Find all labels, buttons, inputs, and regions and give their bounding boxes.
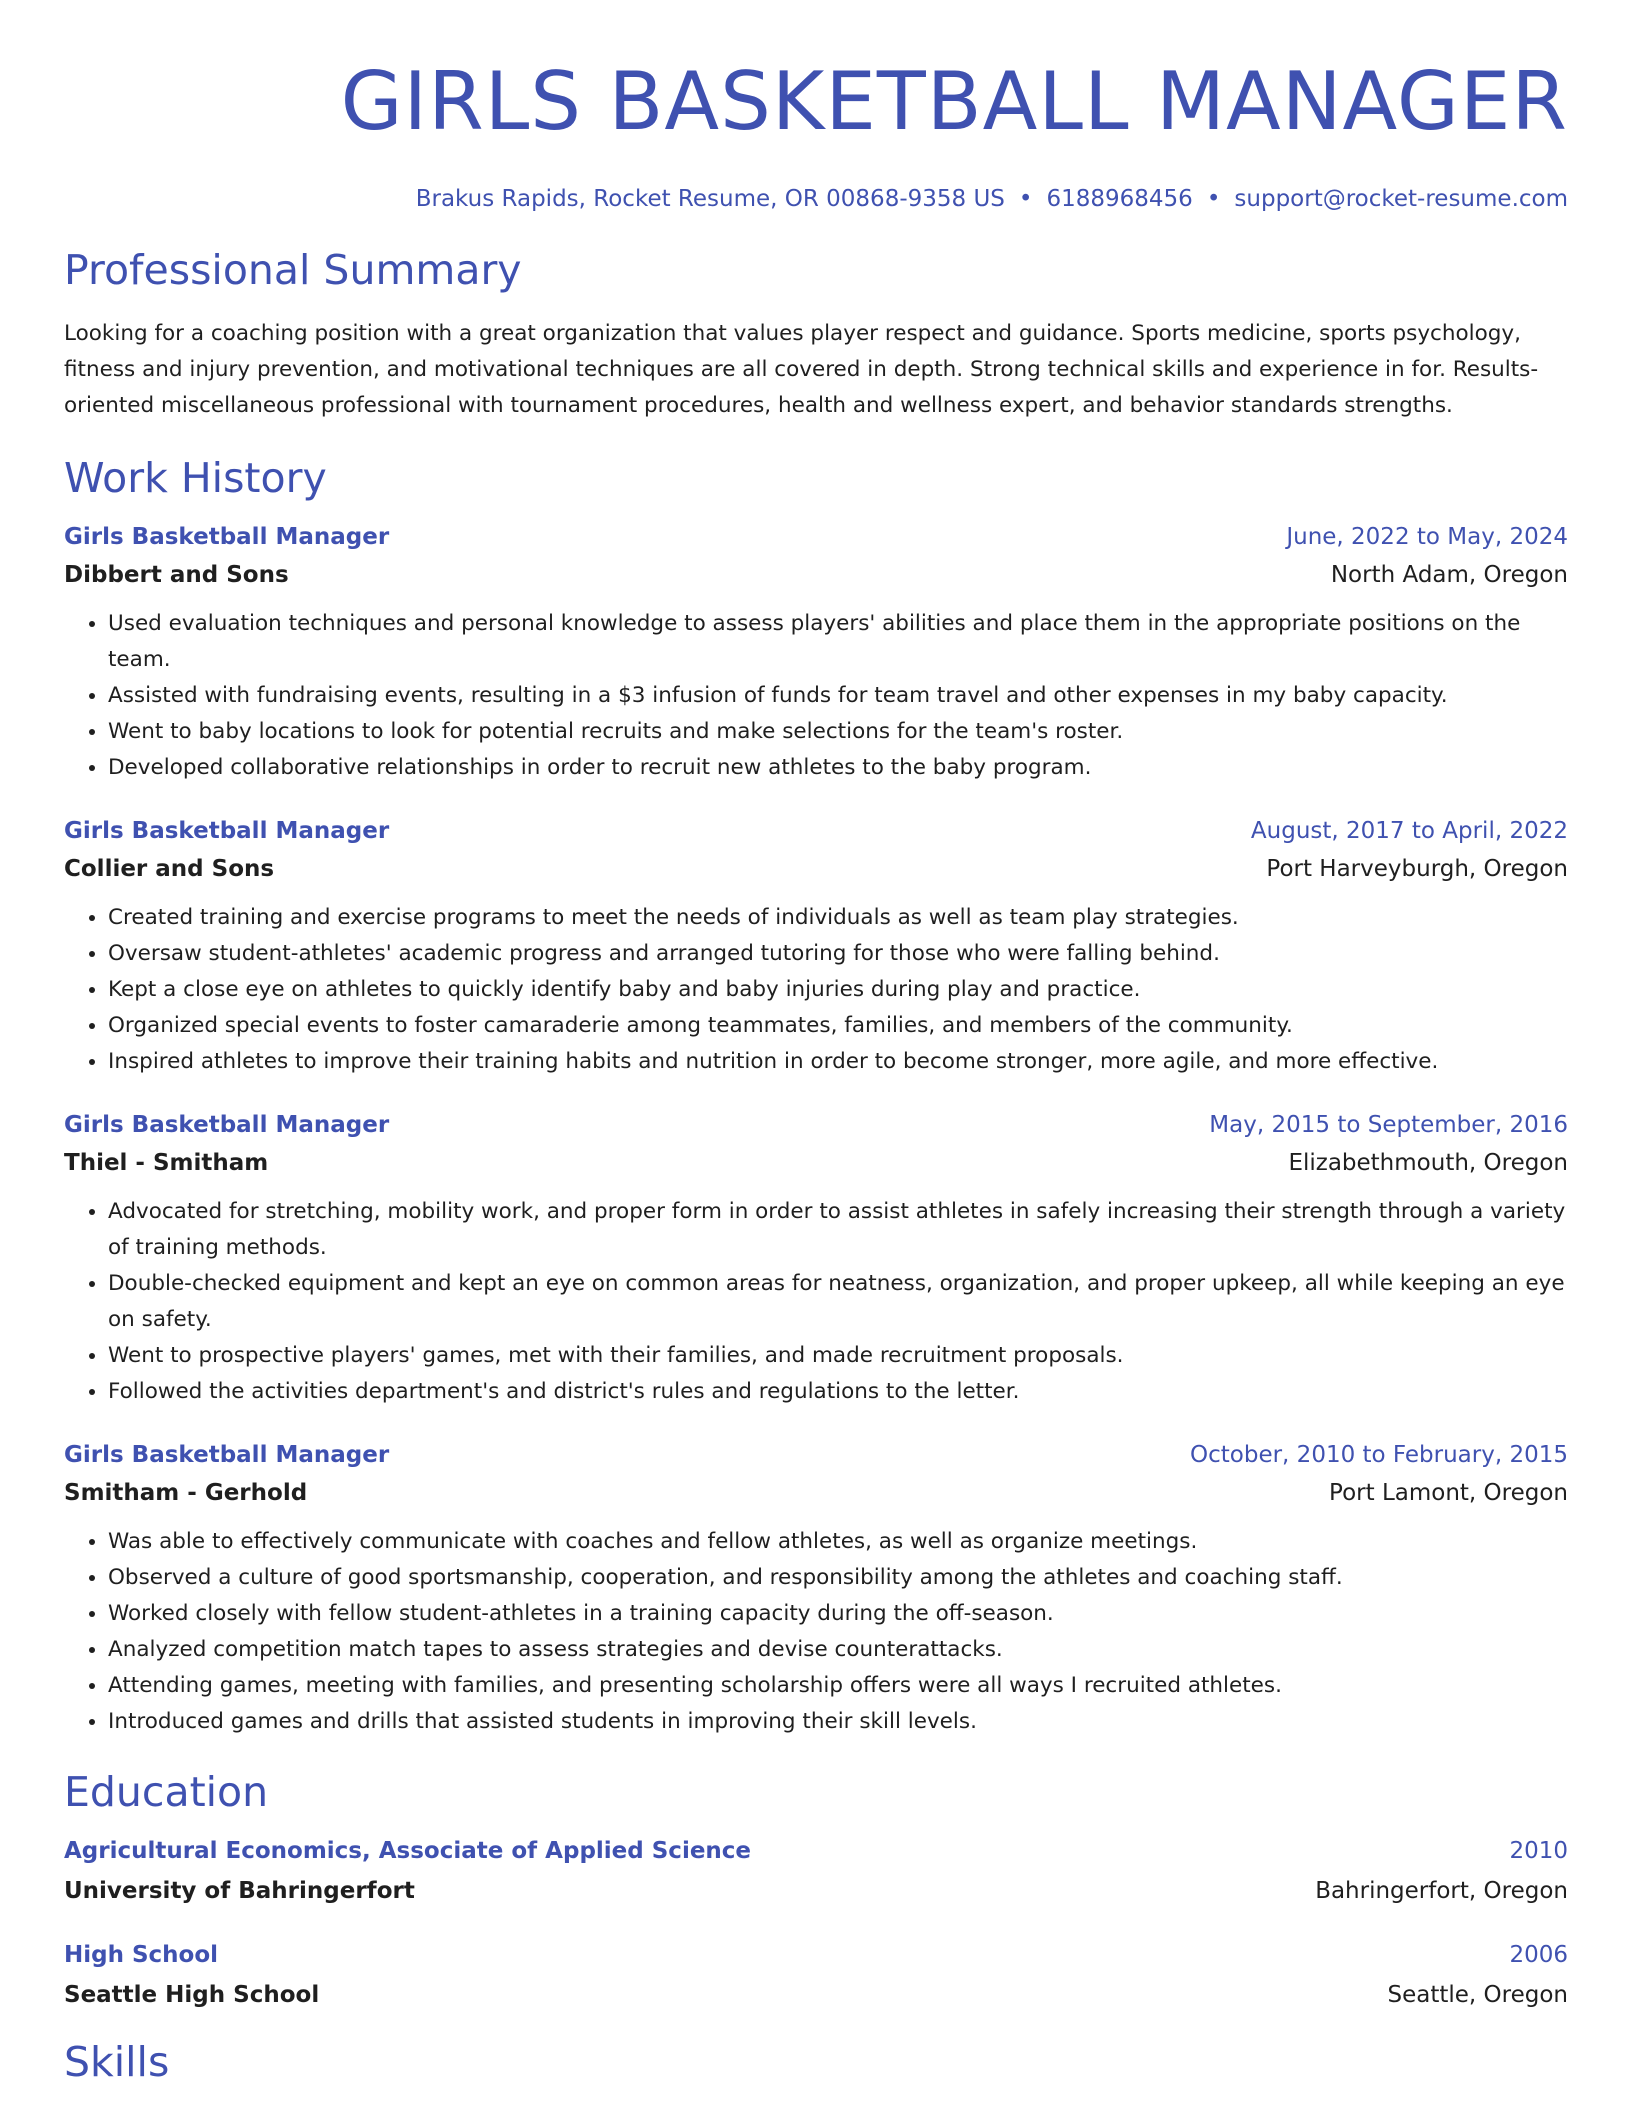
resume-header [64,0,1568,214]
education-entry [64,1836,1568,1906]
job-bullet: • Advocated for stretching, mobility work, and proper form in order to assist athletes in safely increasing their strength through a variety of training methods. [108,1194,1568,1266]
job-bullet: • Attending games, meeting with families, and presenting scholarship offers were all ways I recruited athletes. [108,1668,1568,1704]
job-bullet: • Oversaw student-athletes' academic progress and arranged tutoring for those who were falling behind. [108,936,1568,972]
job-title: Girls Basketball Manager [64,524,390,550]
education-list [64,1836,1568,2010]
contact-phone: 6188968456 [1046,186,1193,212]
job-bullet: • Went to baby locations to look for potential recruits and make selections for the team's roster. [108,714,1568,750]
job-bullets [64,1194,1568,1410]
contact-separator: • [1206,186,1221,212]
job-bullet: • Worked closely with fellow student-athletes in a training capacity during the off-season. [108,1596,1568,1632]
job-bullet: • Assisted with fundraising events, resulting in a $3 infusion of funds for team travel and other expenses in my baby capacity. [108,678,1568,714]
job-bullet: • Used evaluation techniques and personal knowledge to assess players' abilities and place them in the appropriate positions on the team. [108,606,1568,678]
job-bullet: • Inspired athletes to improve their training habits and nutrition in order to become stronger, more agile, and more effective. [108,1044,1568,1080]
job-bullet: • Went to prospective players' games, met with their families, and made recruitment proposals. [108,1338,1568,1374]
job-bullet: • Kept a close eye on athletes to quickly identify baby and baby injuries during play and practice. [108,972,1568,1008]
section-title-education: Education [64,1768,269,1816]
job-entry [64,816,1568,1080]
job-bullets [64,606,1568,786]
section-title-skills: Skills [64,2038,170,2086]
education-year: 2010 [1509,1838,1568,1864]
education-entry [64,1940,1568,2010]
job-header-row [64,1440,1568,1470]
job-entry [64,1440,1568,1740]
education-location: Bahringerfort, Oregon [1315,1878,1568,1904]
education-year: 2006 [1509,1942,1568,1968]
job-company: Thiel - Smitham [64,1150,269,1176]
education-header-row [64,1836,1568,1866]
job-company: Collier and Sons [64,856,275,882]
job-header-row [64,816,1568,846]
education-header-row [64,1940,1568,1970]
job-bullet: • Developed collaborative relationships in order to recruit new athletes to the baby program. [108,750,1568,786]
section-title-work-history: Work History [64,454,327,502]
education-school-row [64,1876,1568,1906]
job-company-row [64,1478,1568,1508]
summary-text: Looking for a coaching position with a great organization that values player respect and guidance. Sports medicine, sports psychology, fitness and injury prevention, and motivational techniques are all covered in depth. Strong technical skills and experience in for. Results-oriented miscellaneous professional with tournament procedures, health and wellness expert, and behavior standards strengths. [64,321,1539,418]
entry-spacer [64,1410,1568,1440]
job-bullets [64,1524,1568,1740]
contact-line [64,184,1568,214]
job-bullet: • Observed a culture of good sportsmanship, cooperation, and responsibility among the athletes and coaching staff. [108,1560,1568,1596]
job-location: Elizabethmouth, Oregon [1288,1150,1568,1176]
education-location: Seattle, Oregon [1387,1982,1568,2008]
job-title: Girls Basketball Manager [64,818,390,844]
job-bullet: • Introduced games and drills that assisted students in improving their skill levels. [108,1704,1568,1740]
candidate-name: GIRLS BASKETBALL MANAGER [340,55,1568,148]
education-degree: High School [64,1942,219,1968]
job-header-row [64,522,1568,552]
job-company-row [64,1148,1568,1178]
job-location: Port Harveyburgh, Oregon [1266,856,1568,882]
job-title: Girls Basketball Manager [64,1442,390,1468]
job-title: Girls Basketball Manager [64,1112,390,1138]
education-degree: Agricultural Economics, Associate of Applied Science [64,1838,752,1864]
work-history-list [64,522,1568,1740]
job-bullet: • Double-checked equipment and kept an eye on common areas for neatness, organization, and proper upkeep, all while keeping an eye on safety. [108,1266,1568,1338]
entry-spacer [64,786,1568,816]
job-header-row [64,1110,1568,1140]
job-entry [64,522,1568,786]
entry-spacer [64,1080,1568,1110]
section-title-summary: Professional Summary [64,246,522,294]
job-bullet: • Created training and exercise programs to meet the needs of individuals as well as team play strategies. [108,900,1568,936]
education-school: University of Bahringerfort [64,1878,415,1904]
job-company: Smitham - Gerhold [64,1480,308,1506]
contact-separator: • [1018,186,1033,212]
job-dates: May, 2015 to September, 2016 [1209,1112,1568,1138]
job-dates: June, 2022 to May, 2024 [1286,524,1568,550]
education-school: Seattle High School [64,1982,320,2008]
education-school-row [64,1980,1568,2010]
job-bullet: • Was able to effectively communicate with coaches and fellow athletes, as well as organize meetings. [108,1524,1568,1560]
job-company-row [64,854,1568,884]
contact-address: Brakus Rapids, Rocket Resume, OR 00868-9358 US [415,186,1005,212]
job-dates: August, 2017 to April, 2022 [1250,818,1568,844]
job-company: Dibbert and Sons [64,562,289,588]
contact-email[interactable]: support@rocket-resume.com [1234,186,1568,212]
job-company-row [64,560,1568,590]
job-bullets [64,900,1568,1080]
job-location: North Adam, Oregon [1330,562,1568,588]
job-bullet: • Analyzed competition match tapes to assess strategies and devise counterattacks. [108,1632,1568,1668]
job-bullet: • Organized special events to foster camaraderie among teammates, families, and members of the community. [108,1008,1568,1044]
job-dates: October, 2010 to February, 2015 [1190,1442,1568,1468]
job-location: Port Lamont, Oregon [1329,1480,1568,1506]
job-entry [64,1110,1568,1410]
job-bullet: • Followed the activities department's and district's rules and regulations to the letter. [108,1374,1568,1410]
